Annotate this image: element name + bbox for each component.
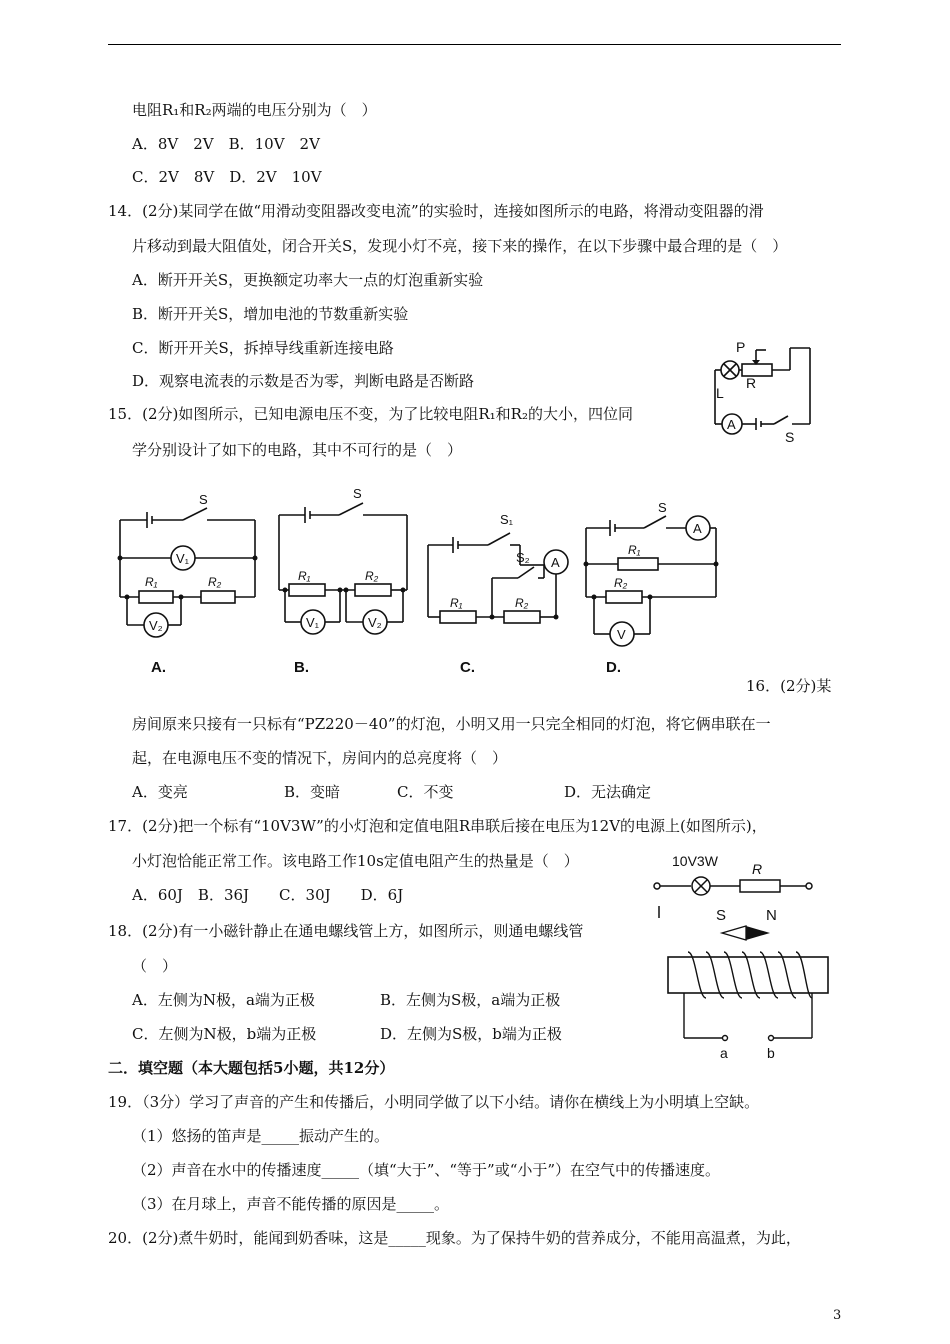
q15-label-a: A. [151, 659, 166, 676]
q19-part-1: （1）悠扬的笛声是_____振动产生的。 [132, 1127, 390, 1145]
q15a-r2-label: R₂ [208, 575, 222, 589]
q13-stem: 电阻R₁和R₂两端的电压分别为（ ） [132, 101, 377, 119]
q15b-switch-label: S [353, 486, 362, 501]
q17-stem-1: 17．(2分)把一个标有“10V3W”的小灯泡和定值电阻R串联后接在电压为12V的电源上(如图所示)， [108, 817, 767, 835]
q15-circuit-c [420, 490, 580, 680]
header-rule [108, 44, 841, 45]
section-2-heading: 二．填空题（本大题包括5小题，共12分） [108, 1059, 395, 1077]
q15-circuit-a [115, 490, 265, 680]
q16-stem-3: 起，在电源电压不变的情况下，房间内的总亮度将（ ） [132, 749, 508, 767]
q18-solenoid-figure [664, 900, 836, 1060]
q18-fig-s-label: S [716, 907, 727, 924]
q17-fig-r-label: R [752, 861, 763, 877]
q18-stem-2: （ ） [132, 957, 178, 975]
q14-option-a: A．断开开关S，更换额定功率大一点的灯泡重新实验 [132, 271, 484, 289]
q14-fig-label-r: R [746, 375, 757, 391]
q13-options-cd: C．2V 8V D．2V 10V [132, 168, 322, 186]
q16-option-c: C．不变 [397, 783, 454, 801]
q18-option-d: D．左侧为S极，b端为正极 [380, 1025, 562, 1043]
q17-options: A．60J B．36J C．30J D．6J [132, 886, 404, 904]
q15b-v2-label: V₂ [368, 615, 382, 630]
q15-stem-2: 学分别设计了如下的电路，其中不可行的是（ ） [132, 441, 463, 459]
q15-label-b: B. [294, 659, 309, 676]
q15c-r2-label: R₂ [515, 596, 529, 610]
q18-fig-b-label: b [767, 1045, 775, 1061]
q15-label-d: D. [606, 659, 621, 676]
q19-part-2: （2）声音在水中的传播速度_____（填“大于”、“等于”或“小于”）在空气中的传播速度。 [132, 1161, 721, 1179]
q15b-r2-label: R₂ [365, 569, 379, 583]
q20-stem: 20．(2分)煮牛奶时，能闻到奶香味，这是_____现象。为了保持牛奶的营养成分，不能用高温煮，为此， [108, 1229, 801, 1247]
q18-needle-north [746, 926, 770, 940]
q14-stem-1: 14．(2分)某同学在做“用滑动变阻器改变电流”的实验时，连接如图所示的电路，将滑动变阻器的滑 [108, 202, 764, 220]
page-number: 3 [833, 1308, 842, 1323]
q14-option-b: B．断开开关S，增加电池的节数重新实验 [132, 305, 409, 323]
q18-fig-a-label: a [720, 1045, 728, 1061]
q15a-r1-label: R₁ [145, 575, 158, 589]
q18-option-a: A．左侧为N极，a端为正极 [132, 991, 315, 1009]
q18-fig-n-label: N [766, 907, 777, 924]
q15-label-c: C. [460, 659, 475, 676]
q14-fig-label-p: P [736, 339, 746, 355]
q15c-ammeter-label: A [551, 555, 560, 570]
q14-fig-label-l: L [716, 385, 724, 401]
q16-option-a: A．变亮 [132, 783, 188, 801]
q16-option-d: D．无法确定 [564, 783, 652, 801]
q17-fig-lamp-label: 10V3W [672, 853, 718, 869]
q19-stem: 19．（3分）学习了声音的产生和传播后，小明同学做了以下小结。请你在横线上为小明填上空缺。 [108, 1093, 760, 1111]
q18-option-b: B．左侧为S极，a端为正极 [380, 991, 561, 1009]
q15-stem-1: 15．(2分)如图所示，已知电源电压不变，为了比较电阻R₁和R₂的大小，四位同 [108, 405, 633, 423]
q15d-voltmeter-label: V [617, 627, 626, 642]
q15b-r1-label: R₁ [298, 569, 311, 583]
q14-circuit-figure [690, 336, 820, 446]
q15d-ammeter-label: A [693, 521, 702, 536]
q15d-r2-label: R₂ [614, 576, 628, 590]
q15a-switch-label: S [199, 492, 208, 507]
q18-option-c: C．左侧为N极，b端为正极 [132, 1025, 317, 1043]
q16-option-b: B．变暗 [284, 783, 341, 801]
q15a-v2-label: V₂ [149, 618, 163, 633]
q15-circuit-d [582, 490, 732, 680]
q17-stem-2: 小灯泡恰能正常工作。该电路工作10s定值电阻产生的热量是（ ） [132, 852, 579, 870]
q15-circuit-b [267, 486, 417, 680]
q15d-switch-label: S [658, 500, 667, 515]
q18-stem-1: 18．(2分)有一小磁针静止在通电螺线管上方，如图所示，则通电螺线管 [108, 922, 584, 940]
q13-options-ab: A．8V 2V B．10V 2V [132, 135, 320, 153]
q14-fig-label-a: A [727, 417, 736, 432]
q14-option-d: D．观察电流表的示数是否为零，判断电路是否断路 [132, 372, 475, 390]
q14-stem-2: 片移动到最大阻值处，闭合开关S，发现小灯不亮，接下来的操作，在以下步骤中最合理的是（ ） [132, 237, 788, 255]
q15c-s2-label: S₂ [516, 550, 530, 565]
q15b-v1-label: V₁ [306, 615, 320, 630]
q16-stem-1: 16．(2分)某 [746, 677, 832, 695]
q14-option-c: C．断开开关S，拆掉导线重新连接电路 [132, 339, 394, 357]
q15c-r1-label: R₁ [450, 596, 463, 610]
q15c-s1-label: S₁ [500, 512, 514, 527]
q19-part-3: （3）在月球上，声音不能传播的原因是_____。 [132, 1195, 450, 1213]
q14-fig-label-s: S [785, 429, 795, 445]
q15a-v1-label: V₁ [176, 551, 190, 566]
q16-stem-2: 房间原来只接有一只标有“PZ220－40”的灯泡，小明又用一只完全相同的灯泡，将它俩串联在一 [132, 715, 771, 733]
q15d-r1-label: R₁ [628, 543, 641, 557]
